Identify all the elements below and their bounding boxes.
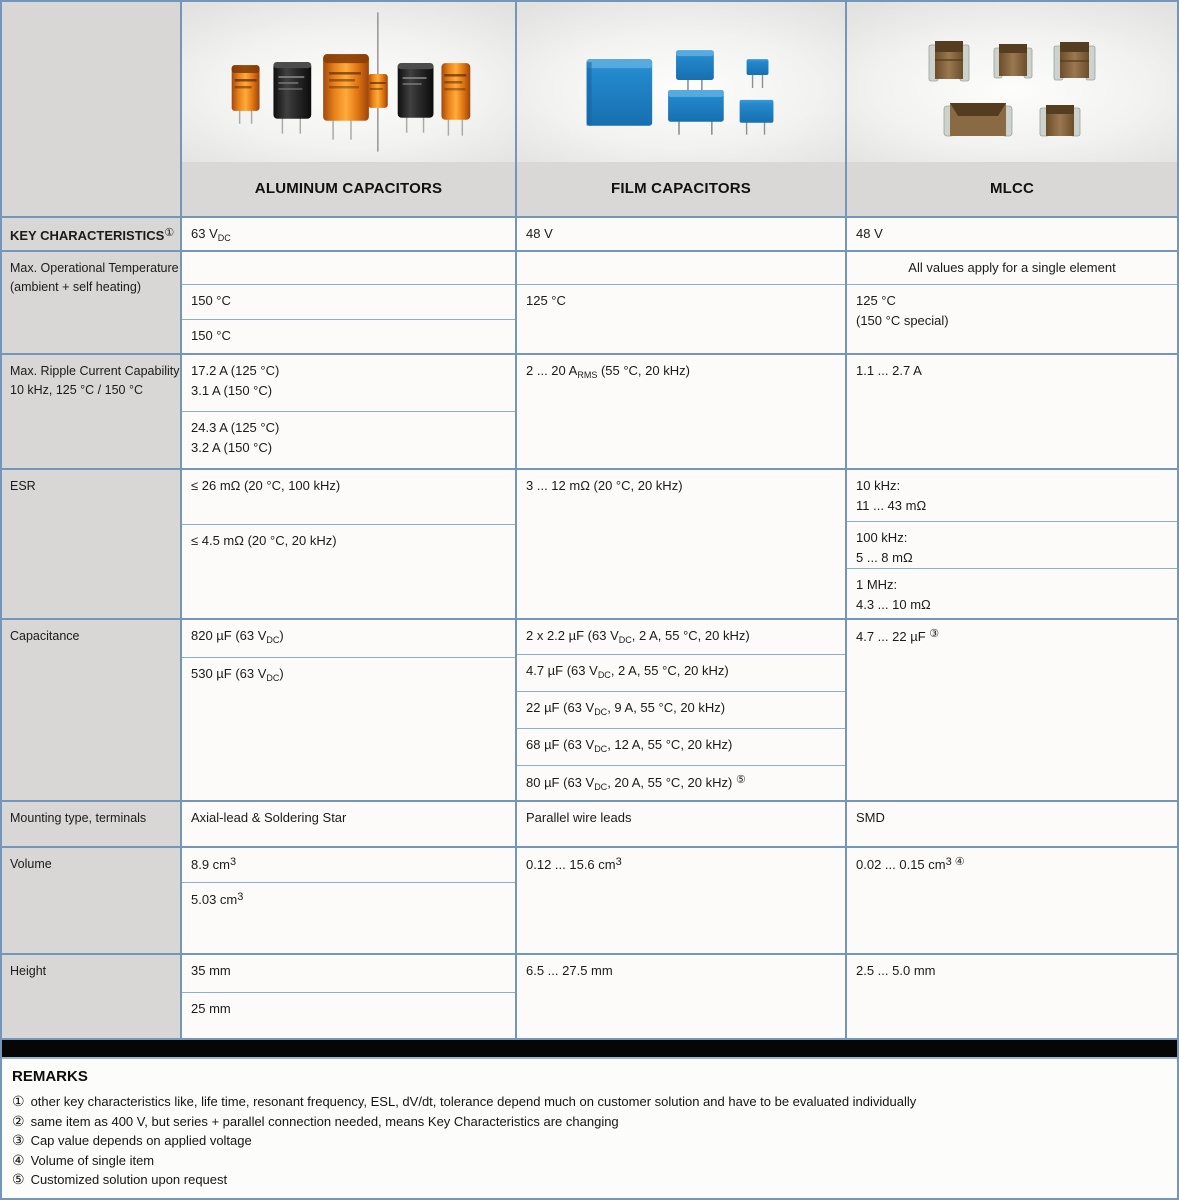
cell-keychar-mlcc: 48 V bbox=[847, 218, 1177, 252]
note-ref-1: ① bbox=[164, 227, 175, 239]
cell-keychar-film: 48 V bbox=[517, 218, 847, 252]
cell-mounting-film: Parallel wire leads bbox=[517, 802, 847, 848]
column-header-mlcc bbox=[847, 2, 1177, 218]
remarks-title: REMARKS bbox=[12, 1068, 88, 1085]
height-aluminum-1: 35 mm bbox=[182, 955, 515, 993]
remarks-section bbox=[2, 1057, 1177, 1198]
mlcc-single-element-note: All values apply for a single element bbox=[847, 252, 1177, 285]
remark-number-3: ③ bbox=[12, 1132, 25, 1148]
empty-strip bbox=[182, 252, 515, 285]
remark-text-2: same item as 400 V, but series + parallel connection needed, means Key Characteristics are changing bbox=[30, 1113, 619, 1129]
esr-mlcc-10khz: 10 kHz: 11 ... 43 mΩ bbox=[847, 470, 1177, 522]
remark-item-5 bbox=[12, 1170, 1165, 1190]
remark-text-3: Cap value depends on applied voltage bbox=[30, 1133, 252, 1148]
cell-maxoptemp-aluminum bbox=[182, 252, 517, 355]
cell-capacitance-aluminum bbox=[182, 620, 517, 802]
cell-capacitance-film bbox=[517, 620, 847, 802]
mlcc-photo bbox=[847, 2, 1177, 162]
cell-ripple-aluminum bbox=[182, 355, 517, 470]
cell-volume-film: 0.12 ... 15.6 $cm^3$ bbox=[517, 848, 847, 955]
maxoptemp-mlcc: 125 °C (150 °C special) bbox=[856, 293, 949, 328]
row-label-capacitance: Capacitance bbox=[2, 620, 182, 802]
remark-number-2: ② bbox=[12, 1112, 25, 1129]
aluminum-capacitors-photo bbox=[182, 2, 515, 162]
row-label-max-op-temp: Max. Operational Temperature (ambient + self heating) bbox=[2, 252, 182, 355]
height-aluminum-2: 25 mm bbox=[191, 1001, 231, 1016]
cell-capacitance-mlcc: 4.7 ... 22 µF ③ bbox=[847, 620, 1177, 802]
capacitance-film-5: 80 µF (63 $V_{DC}$, 20 A, 55 °C, 20 kHz) ⑤ bbox=[526, 773, 746, 792]
capacitance-aluminum-1: 820 µF (63 $V_{DC}$) bbox=[182, 620, 515, 658]
row-label-esr: ESR bbox=[2, 470, 182, 620]
remark-number-5: ⑤ bbox=[12, 1171, 25, 1187]
cell-mounting-mlcc: SMD bbox=[847, 802, 1177, 848]
column-header-aluminum bbox=[182, 2, 517, 218]
film-capacitors-photo bbox=[517, 2, 845, 162]
capacitance-film-2: 4.7 µF (63 $V_{DC}$, 2 A, 55 °C, 20 kHz) bbox=[517, 655, 845, 692]
column-title-film: FILM CAPACITORS bbox=[611, 179, 751, 197]
esr-aluminum-1: ≤ 26 mΩ (20 °C, 100 kHz) bbox=[182, 470, 515, 525]
remark-number-1: ① bbox=[12, 1093, 25, 1109]
maxoptemp-aluminum-2: 150 °C bbox=[191, 328, 231, 343]
cell-esr-mlcc bbox=[847, 470, 1177, 620]
volume-aluminum-2: 5.03 $cm^3$ bbox=[191, 891, 244, 907]
cell-volume-mlcc: 0.02 ... 0.15 $cm^3$ ④ bbox=[847, 848, 1177, 955]
remark-text-5: Customized solution upon request bbox=[30, 1172, 228, 1187]
esr-aluminum-2: ≤ 4.5 mΩ (20 °C, 20 kHz) bbox=[191, 533, 337, 548]
cell-ripple-film: 2 ... 20 $A_{RMS}$ (55 °C, 20 kHz) bbox=[517, 355, 847, 470]
capacitance-film-1: 2 x 2.2 µF (63 $V_{DC}$, 2 A, 55 °C, 20 kHz) bbox=[517, 620, 845, 655]
cell-ripple-mlcc: 1.1 ... 2.7 A bbox=[847, 355, 1177, 470]
ripple-aluminum-2: 24.3 A (125 °C) 3.2 A (150 °C) bbox=[191, 420, 280, 455]
capacitance-aluminum-2: 530 µF (63 $V_{DC}$) bbox=[191, 666, 284, 683]
remark-item-2 bbox=[12, 1112, 1165, 1132]
row-label-mounting: Mounting type, terminals bbox=[2, 802, 182, 848]
section-divider-bar bbox=[2, 1040, 1177, 1057]
cell-esr-film: 3 ... 12 mΩ (20 °C, 20 kHz) bbox=[517, 470, 847, 620]
capacitor-comparison-table bbox=[2, 2, 1177, 1040]
capacitance-film-4: 68 µF (63 $V_{DC}$, 12 A, 55 °C, 20 kHz) bbox=[517, 729, 845, 766]
cell-mounting-aluminum: Axial-lead & Soldering Star bbox=[182, 802, 517, 848]
remark-number-4: ④ bbox=[12, 1151, 25, 1168]
column-title-aluminum: ALUMINUM CAPACITORS bbox=[254, 179, 443, 197]
maxoptemp-aluminum-1: 150 °C bbox=[182, 285, 515, 320]
row-label-ripple: Max. Ripple Current Capability 10 kHz, 125 °C / 150 °C bbox=[2, 355, 182, 470]
remark-text-4: Volume of single item bbox=[30, 1152, 155, 1168]
cell-volume-aluminum bbox=[182, 848, 517, 955]
volume-aluminum-1: 8.9 $cm^3$ bbox=[182, 848, 515, 883]
column-title-mlcc: MLCC bbox=[989, 179, 1035, 197]
cell-height-aluminum bbox=[182, 955, 517, 1040]
ripple-aluminum-1: 17.2 A (125 °C) 3.1 A (150 °C) bbox=[182, 355, 515, 412]
maxoptemp-film: 125 °C bbox=[526, 293, 566, 308]
column-header-film bbox=[517, 2, 847, 218]
remark-item-4 bbox=[12, 1151, 1165, 1171]
remark-text-1: other key characteristics like, life time, resonant frequency, ESL, dV/dt, tolerance depend much on customer solution and have to be evaluated individually bbox=[30, 1094, 917, 1109]
remark-item-3 bbox=[12, 1131, 1165, 1151]
empty-strip bbox=[517, 252, 845, 285]
cell-height-mlcc: 2.5 ... 5.0 mm bbox=[847, 955, 1177, 1040]
row-label-key-characteristics: KEY CHARACTERISTICS① bbox=[2, 218, 182, 252]
esr-mlcc-100khz: 100 kHz: 5 ... 8 mΩ bbox=[847, 522, 1177, 569]
row-label-height: Height bbox=[2, 955, 182, 1040]
remark-item-1 bbox=[12, 1092, 1165, 1112]
cell-maxoptemp-mlcc bbox=[847, 252, 1177, 355]
capacitance-film-3: 22 µF (63 $V_{DC}$, 9 A, 55 °C, 20 kHz) bbox=[517, 692, 845, 729]
esr-mlcc-1mhz: 1 MHz: 4.3 ... 10 mΩ bbox=[856, 577, 931, 612]
row-label-volume: Volume bbox=[2, 848, 182, 955]
table-corner-cell bbox=[2, 2, 182, 218]
cell-maxoptemp-film bbox=[517, 252, 847, 355]
cell-keychar-aluminum: 63 $V_{DC}$ bbox=[182, 218, 517, 252]
cell-height-film: 6.5 ... 27.5 mm bbox=[517, 955, 847, 1040]
cell-esr-aluminum bbox=[182, 470, 517, 620]
